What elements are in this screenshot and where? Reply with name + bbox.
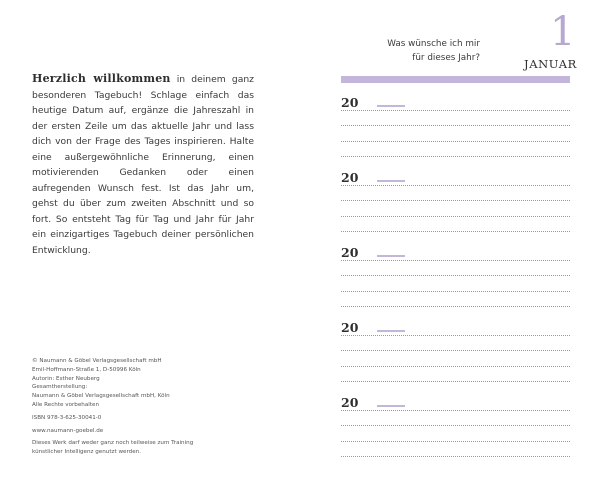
imprint-line: Autorin: Esther Neuberg bbox=[32, 375, 100, 382]
intro-body: in deinem ganz besonderen Tagebuch! Schlage einfach das heutige Datum auf, ergänze die Jahreszahl in der ersten Zeile um das aktuelle Jahr und lass dich von der Frage des Tages inspirieren. Halte eine außergewöhnliche Erinnerung, einen motivierenden Gedanken oder einen aufregenden Wunsch fest. Ist das Jahr um, gehst du über zum zweiten Abschnitt und so fort. So entsteht Tag für Tag und Jahr für Jahr ein einzigartiges Tagebuch deiner persönlichen Entwicklung. bbox=[32, 74, 254, 256]
year-prefix: 20 bbox=[341, 170, 359, 185]
imprint bbox=[32, 357, 232, 457]
imprint-line: Emil-Hoffmann-Straße 1, D-50996 Köln bbox=[32, 366, 141, 373]
writing-line[interactable] bbox=[341, 366, 570, 367]
imprint-line: Alle Rechte vorbehalten bbox=[32, 401, 99, 408]
writing-line[interactable] bbox=[341, 425, 570, 426]
daily-question bbox=[387, 37, 480, 65]
year-entry bbox=[341, 320, 570, 336]
month-label: JANUAR bbox=[524, 57, 577, 71]
writing-line[interactable] bbox=[341, 110, 570, 111]
writing-line[interactable] bbox=[341, 216, 570, 217]
imprint-url: www.naumann-goebel.de bbox=[32, 427, 104, 434]
writing-line[interactable] bbox=[341, 185, 570, 186]
year-prefix: 20 bbox=[341, 95, 359, 110]
right-page bbox=[300, 0, 600, 486]
day-number: 1 bbox=[550, 9, 576, 55]
writing-line[interactable] bbox=[341, 260, 570, 261]
writing-line[interactable] bbox=[341, 456, 570, 457]
year-fill-line[interactable] bbox=[377, 405, 405, 407]
writing-line[interactable] bbox=[341, 306, 570, 307]
year-prefix: 20 bbox=[341, 320, 359, 335]
intro-heading: Herzlich willkommen bbox=[32, 72, 171, 85]
year-fill-line[interactable] bbox=[377, 180, 405, 182]
question-line-1: Was wünsche ich mir bbox=[387, 39, 480, 49]
writing-line[interactable] bbox=[341, 335, 570, 336]
header-band bbox=[341, 76, 570, 83]
writing-line[interactable] bbox=[341, 275, 570, 276]
year-fill-line[interactable] bbox=[377, 330, 405, 332]
writing-line[interactable] bbox=[341, 381, 570, 382]
writing-line[interactable] bbox=[341, 125, 570, 126]
writing-line[interactable] bbox=[341, 441, 570, 442]
year-fill-line[interactable] bbox=[377, 105, 405, 107]
writing-line[interactable] bbox=[341, 410, 570, 411]
writing-line[interactable] bbox=[341, 291, 570, 292]
imprint-line: Gesamtherstellung: bbox=[32, 384, 88, 391]
year-fill-line[interactable] bbox=[377, 255, 405, 257]
year-entry bbox=[341, 245, 570, 261]
writing-line[interactable] bbox=[341, 156, 570, 157]
year-entry bbox=[341, 395, 570, 411]
year-prefix: 20 bbox=[341, 245, 359, 260]
writing-line[interactable] bbox=[341, 350, 570, 351]
imprint-notice-line: Dieses Werk darf weder ganz noch teilweise zum Training bbox=[32, 440, 194, 447]
writing-line[interactable] bbox=[341, 141, 570, 142]
imprint-line: © Naumann & Göbel Verlagsgesellschaft mbH bbox=[32, 358, 162, 364]
year-entry bbox=[341, 170, 570, 186]
imprint-notice-line: künstlicher Intelligenz genutzt werden. bbox=[32, 449, 141, 456]
writing-line[interactable] bbox=[341, 231, 570, 232]
intro-text bbox=[32, 71, 254, 258]
year-prefix: 20 bbox=[341, 395, 359, 410]
year-entry bbox=[341, 95, 570, 111]
imprint-line: Naumann & Göbel Verlagsgesellschaft mbH, Köln bbox=[32, 393, 170, 400]
writing-line[interactable] bbox=[341, 200, 570, 201]
question-line-2: für dieses Jahr? bbox=[412, 53, 480, 63]
imprint-isbn: ISBN 978-3-625-30041-0 bbox=[32, 414, 102, 421]
